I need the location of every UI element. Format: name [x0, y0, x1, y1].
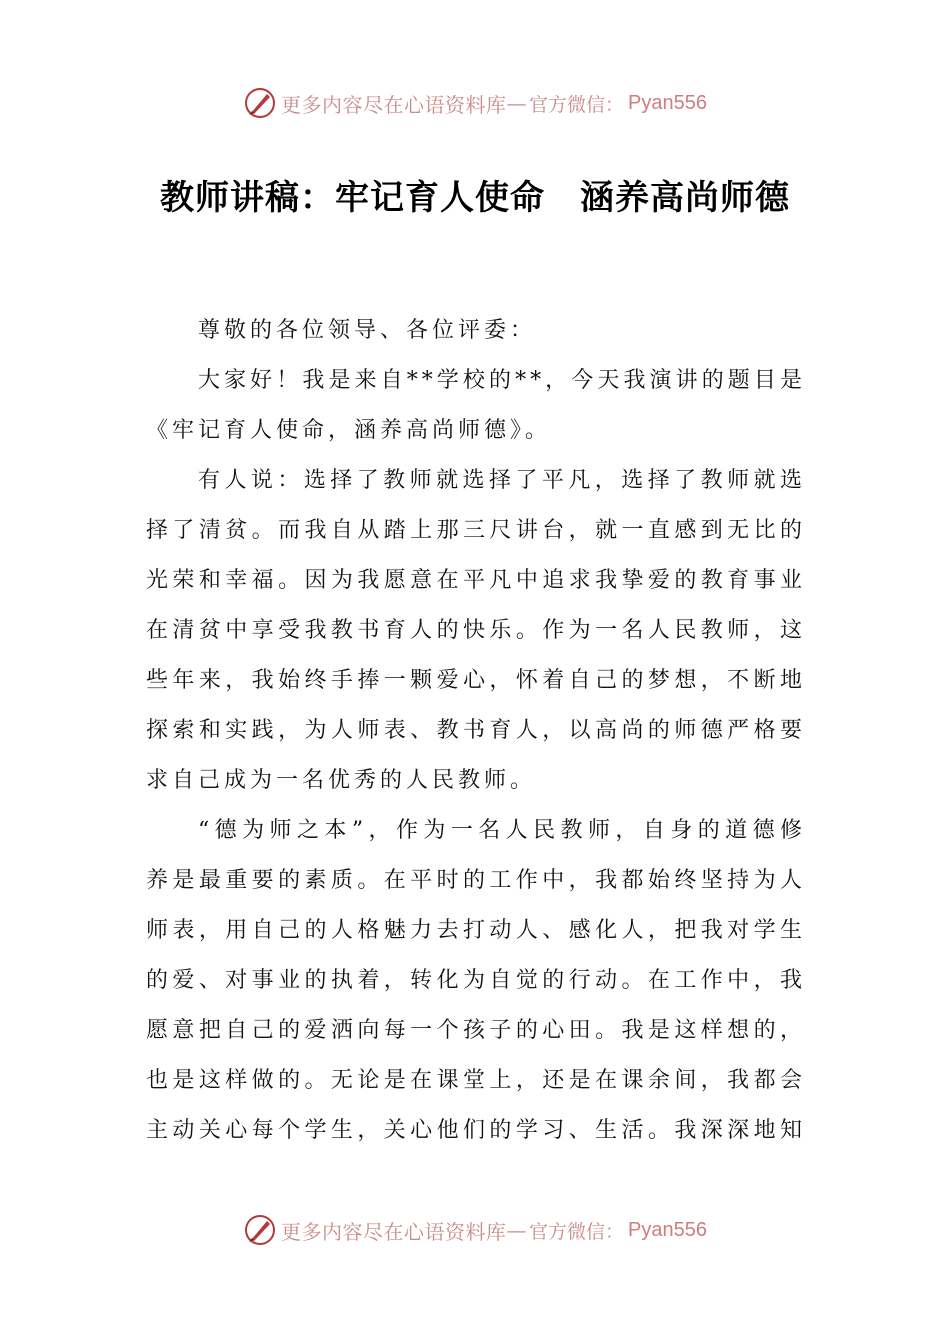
body-line: “德为师之本”，作为一名人民教师，自身的道德修: [198, 818, 806, 843]
banner-wechat-label: 官方微信：: [529, 1220, 625, 1243]
body-line: 《牢记育人使命，涵养高尚师德》。: [146, 418, 552, 443]
body-line: 择了清贫。而我自从踏上那三尺讲台，就一直感到无比的: [146, 518, 806, 543]
banner-dash: —: [506, 91, 527, 115]
banner-wechat-id: Pyan556: [628, 91, 707, 114]
banner-wechat-label: 官方微信：: [529, 93, 625, 116]
body-line: 主动关心每个学生，关心他们的学习、生活。我深深地知: [146, 1118, 806, 1143]
body-line: 大家好！我是来自**学校的**，今天我演讲的题目是: [198, 368, 806, 393]
banner-text: 更多内容尽在心语资料库: [281, 1219, 507, 1244]
body-line: 光荣和幸福。因为我愿意在平凡中追求我挚爱的教育事业: [146, 568, 806, 593]
body-line: 在清贫中享受我教书育人的快乐。作为一名人民教师，这: [146, 618, 806, 643]
banner-text: 更多内容尽在心语资料库: [281, 92, 507, 117]
body-line: 愿意把自己的爱洒向每一个孩子的心田。我是这样想的，: [146, 1018, 806, 1043]
banner-wechat-id: Pyan556: [628, 1218, 707, 1241]
document-body: [146, 306, 806, 1156]
body-line: 些年来，我始终手捧一颗爱心，怀着自己的梦想，不断地: [146, 668, 806, 693]
banner-dash: —: [506, 1218, 527, 1242]
body-line: 的爱、对事业的执着，转化为自觉的行动。在工作中，我: [146, 968, 806, 993]
header-banner: [0, 83, 950, 123]
body-line: 师表，用自己的人格魅力去打动人、感化人，把我对学生: [146, 918, 806, 943]
body-line: 尊敬的各位领导、各位评委：: [198, 318, 537, 343]
body-line: 探索和实践，为人师表、教书育人，以高尚的师德严格要: [146, 718, 806, 743]
page-title: 教师讲稿：牢记育人使命 涵养高尚师德: [160, 178, 790, 218]
body-line: 养是最重要的素质。在平时的工作中，我都始终坚持为人: [146, 868, 806, 893]
body-line: 有人说：选择了教师就选择了平凡，选择了教师就选: [198, 468, 806, 493]
body-line: 也是这样做的。无论是在课堂上，还是在课余间，我都会: [146, 1068, 806, 1093]
quill-logo-icon: [243, 86, 277, 120]
quill-logo-icon: [243, 1213, 277, 1247]
body-line: 求自己成为一名优秀的人民教师。: [146, 768, 537, 793]
footer-banner: [0, 1210, 950, 1250]
